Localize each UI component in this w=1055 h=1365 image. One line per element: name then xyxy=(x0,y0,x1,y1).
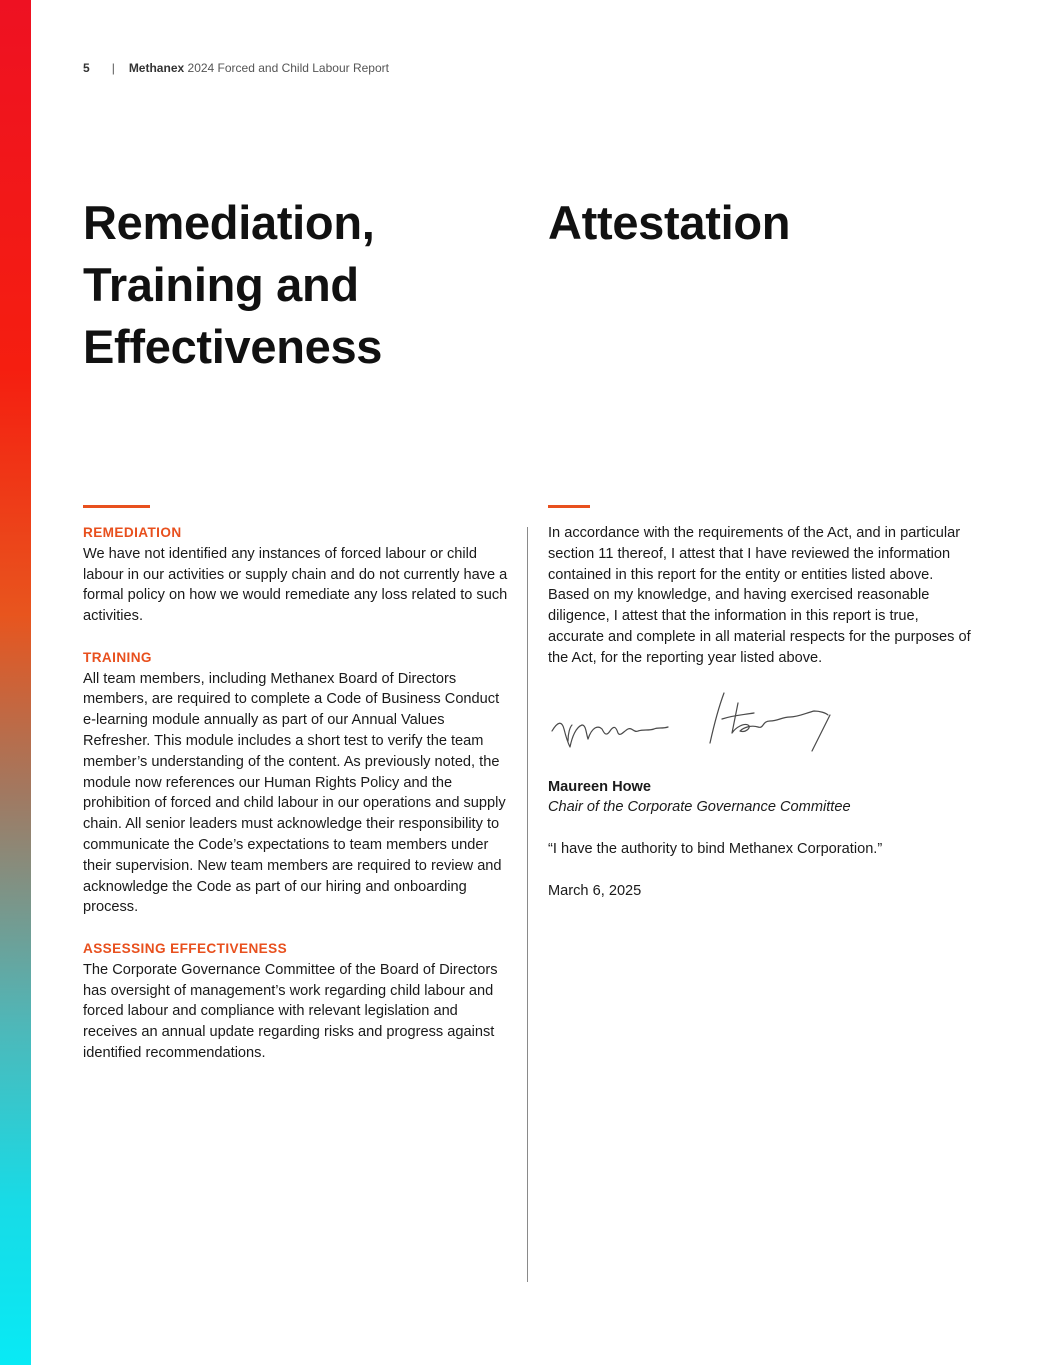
left-accent-rule xyxy=(83,505,150,508)
side-gradient-bar xyxy=(0,0,31,1365)
right-column xyxy=(548,523,978,901)
right-section-title: Attestation xyxy=(548,196,791,249)
left-column xyxy=(83,523,513,1085)
remediation-heading: REMEDIATION xyxy=(83,525,182,540)
training-body: All team members, including Methanex Board of Directors members, are required to complete a Code of Business Conduct e-learning module annually as part of our Annual Values Refresher. This module includes a short test to verify the team member’s understanding of the content. As previously noted, the module now references our Human Rights Policy and the prohibition of forced and child labour in our operations and supply chain. All senior leaders must acknowledge their responsibility to communicate the Code’s expectations to team members under their supervision. New team members are required to review and acknowledge the Code as part of our hiring and onboarding process. xyxy=(83,670,506,916)
page-number: 5 xyxy=(83,61,90,75)
page-header xyxy=(83,61,389,75)
signatory-name: Maureen Howe xyxy=(548,778,651,795)
brand-name: Methanex xyxy=(128,61,185,75)
attestation-date: March 6, 2025 xyxy=(548,882,642,899)
training-heading: TRAINING xyxy=(83,649,152,665)
effectiveness-body: The Corporate Governance Committee of the Board of Directors has oversight of management’s work regarding child labour and forced labour and compliance with relevant legislation and receives an annual update regarding risks and progress against identified recommendations. xyxy=(83,961,498,1061)
authority-quote: “I have the authority to bind Methanex Corporation.” xyxy=(548,840,883,857)
attestation-body: In accordance with the requirements of the Act, and in particular section 11 thereof, I attest that I have reviewed the information contained in this report for the entity or entities listed above. Based on my knowledge, and having exercised reasonable diligence, I attest that the information in this report is true, accurate and complete in all material respects for the purposes of the Act, for the reporting year listed above. xyxy=(548,525,971,666)
header-separator: | xyxy=(111,61,115,75)
column-divider xyxy=(527,527,528,1282)
effectiveness-heading: ASSESSING EFFECTIVENESS xyxy=(83,940,288,956)
right-accent-rule xyxy=(548,505,590,508)
left-section-title: Remediation, Training and Effectiveness xyxy=(83,196,383,373)
signatory-role: Chair of the Corporate Governance Committee xyxy=(548,799,851,816)
signature-image xyxy=(548,691,838,757)
report-title: 2024 Forced and Child Labour Report xyxy=(187,61,389,75)
remediation-body: We have not identified any instances of forced labour or child labour in our activities or supply chain and do not currently have a formal policy on how we would remediate any loss related to such activities. xyxy=(83,545,508,625)
